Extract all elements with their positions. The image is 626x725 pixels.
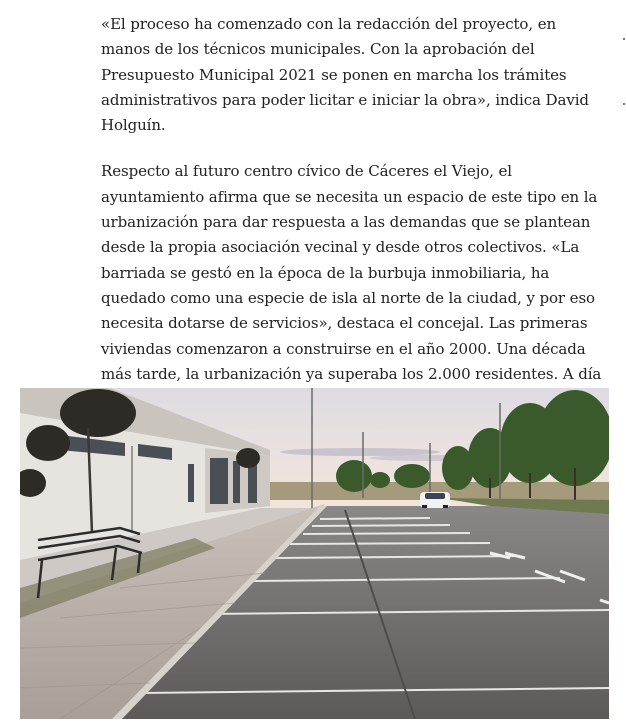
- street-scene-illustration: [20, 388, 609, 719]
- edge-mark-top: [623, 38, 625, 40]
- article-body: [101, 12, 609, 412]
- article-paragraph-1: «El proceso ha comenzado con la redacción del proyecto, en manos de los técnicos municipales. Con la aprobación del Presupuesto Municipal 2021 se ponen en marcha los trámites administrativos para poder licitar e iniciar la obra», indica David Holguín.: [101, 15, 589, 135]
- cloud: [280, 448, 440, 456]
- article-photo[interactable]: [20, 388, 609, 719]
- edge-mark-bottom: [623, 103, 625, 105]
- article-paragraph-2: Respecto al futuro centro cívico de Cáceres el Viejo, el ayuntamiento afirma que se necesita un espacio de este tipo en la urbanización para dar respuesta a las demandas que se plantean desde la propia asociación vecinal y desde otros colectivos. «La barriada se gestó en la época de la burbuja inmobiliaria, ha quedado como una especie de isla al norte de la ciudad, y por eso necesita dotarse de servicios», destaca el concejal. Las primeras viviendas comenzaron a construirse en el año 2000. Una década más tarde, la urbanización ya superaba los 2.000 residentes. A día: [101, 162, 602, 383]
- parked-car: [420, 492, 450, 508]
